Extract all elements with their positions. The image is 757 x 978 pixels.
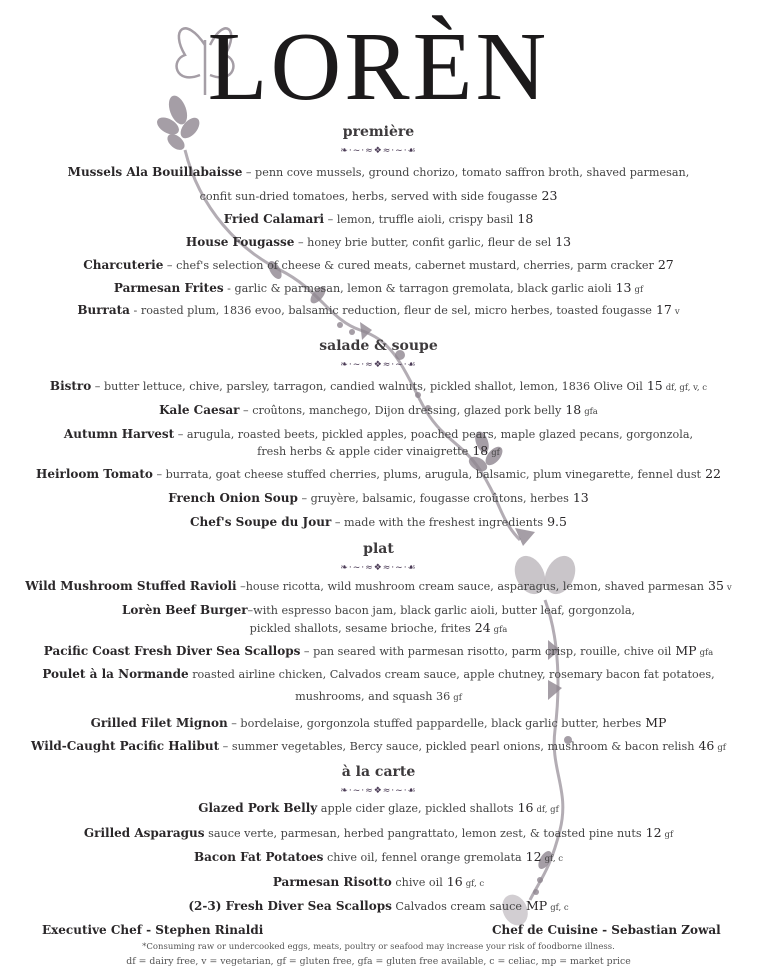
menu-item	[0, 234, 757, 249]
section-heading: première	[342, 124, 415, 140]
food-safety-note: *Consuming raw or undercooked eggs, meats, poultry or seafood may increase your risk of foodborne illness.	[142, 942, 615, 952]
dietary-tag: gfa	[493, 625, 508, 635]
menu-item	[0, 188, 757, 203]
menu-item-description: – pan seared with parmesan risotto, parm crisp, rouille, chive oil	[300, 645, 672, 658]
menu-item-price: 17	[655, 302, 672, 317]
menu-item-price: 18	[565, 402, 582, 417]
menu-item-description: –house ricotta, wild mushroom cream sauce, asparagus, lemon, shaved parmesan	[236, 580, 705, 593]
menu-item-name: Pacific Coast Fresh Diver Sea Scallops	[43, 644, 301, 658]
dietary-tag: gf	[634, 285, 644, 295]
menu-item	[0, 643, 757, 658]
menu-item-price: MP	[645, 715, 667, 730]
section-heading: à la carte	[341, 764, 416, 780]
menu-item-price: 27	[657, 257, 674, 272]
ornamental-divider-icon: ❧·~·≈❖≈·~·☙	[340, 360, 417, 370]
menu-item-description: confit sun-dried tomatoes, herbs, served with side fougasse	[199, 190, 538, 203]
dietary-legend: df = dairy free, v = vegetarian, gf = gluten free, gfa = gluten free available, c = celiac, mp = market price	[126, 956, 631, 967]
menu-item-description: – burrata, goat cheese stuffed cherries, plums, arugula, balsamic, plum vinegarette, fennel dust	[152, 468, 702, 481]
menu-item-name: Mussels Ala Bouillabaisse	[67, 165, 243, 179]
menu-item	[0, 715, 757, 730]
menu-item-description: Calvados cream sauce	[391, 900, 522, 913]
menu-item	[0, 280, 757, 295]
menu-item	[0, 257, 757, 272]
menu-item-price: 9.5	[547, 514, 567, 529]
menu-item	[0, 825, 757, 840]
menu-item-description: – penn cove mussels, ground chorizo, tomato saffron broth, shaved parmesan,	[242, 166, 690, 179]
menu-item-description: chive oil	[391, 876, 443, 889]
menu-item-description: - garlic & parmesan, lemon & tarragon gremolata, black garlic aioli	[223, 282, 612, 295]
ornamental-divider-icon: ❧·~·≈❖≈·~·☙	[340, 563, 417, 573]
menu-item-name: Chef's Soupe du Jour	[189, 515, 332, 529]
menu-item-name: Bacon Fat Potatoes	[193, 850, 324, 864]
menu-item-description: apple cider glaze, pickled shallots	[317, 802, 514, 815]
menu-item-name: Parmesan Risotto	[272, 875, 392, 889]
menu-item-description: – gruyère, balsamic, fougasse croûtons, herbes	[297, 492, 569, 505]
menu-item-price: 22	[705, 466, 721, 481]
menu-item-price: 13	[572, 490, 589, 505]
menu-item-description: –with espresso bacon jam, black garlic aioli, butter leaf, gorgonzola,	[247, 604, 636, 617]
menu-item-price: 35	[708, 578, 724, 593]
menu-item	[0, 514, 757, 529]
dietary-tag: gf	[453, 693, 462, 703]
menu-item-description: – croûtons, manchego, Dijon dressing, glazed pork belly	[239, 404, 562, 417]
executive-chef: Executive Chef - Stephen Rinaldi	[42, 923, 264, 937]
menu-item-name: Bistro	[49, 379, 92, 393]
menu-item-price: 16	[446, 874, 463, 889]
dietary-tag: gf	[717, 743, 726, 753]
dietary-tag: gf, c	[465, 879, 485, 889]
menu-item-description: – made with the freshest ingredients	[331, 516, 544, 529]
menu-item-price: 18	[517, 211, 534, 226]
menu-item	[0, 443, 757, 458]
menu-item-price: 23	[541, 188, 558, 203]
menu-item-name: Poulet à la Normande	[42, 667, 189, 681]
menu-item-description: - roasted plum, 1836 evoo, balsamic reduction, fleur de sel, micro herbes, toasted fougasse	[129, 304, 652, 317]
menu-item-description: mushrooms, and squash 36	[295, 690, 451, 703]
menu-item-description: – chef's selection of cheese & cured meats, cabernet mustard, cherries, parm cracker	[163, 259, 654, 272]
section-heading: plat	[363, 541, 394, 557]
menu-item	[0, 402, 757, 417]
menu-item-price: MP	[525, 898, 548, 913]
section-heading: salade & soupe	[319, 338, 438, 354]
ornamental-divider-icon: ❧·~·≈❖≈·~·☙	[340, 786, 417, 796]
menu-item-name: Lorèn Beef Burger	[121, 603, 248, 617]
ornamental-divider-icon: ❧·~·≈❖≈·~·☙	[340, 146, 417, 156]
menu-item-price: 13	[555, 234, 572, 249]
dietary-tag: gf	[664, 830, 674, 840]
menu-item-description: – lemon, truffle aioli, crispy basil	[324, 213, 514, 226]
menu-item-name: Grilled Asparagus	[83, 826, 205, 840]
menu-item-name: Heirloom Tomato	[36, 467, 153, 481]
menu-item-price: 13	[615, 280, 632, 295]
menu-item	[0, 690, 757, 703]
menu-item	[0, 578, 757, 593]
chef-de-cuisine: Chef de Cuisine - Sebastian Zowal	[492, 923, 721, 937]
menu-item-name: Fried Calamari	[223, 212, 325, 226]
menu-item	[0, 490, 757, 505]
menu-item-name: Grilled Filet Mignon	[90, 716, 228, 730]
menu-item-description: sauce verte, parmesan, herbed pangrattato, lemon zest, & toasted pine nuts	[204, 827, 642, 840]
menu-item	[0, 211, 757, 226]
menu-item-name: Wild-Caught Pacific Halibut	[31, 739, 220, 753]
menu-item	[0, 466, 757, 481]
menu-item-price: 12	[525, 849, 542, 864]
menu-item-price: 18	[472, 443, 489, 458]
menu-item	[0, 898, 757, 913]
menu-item-description: – honey brie butter, confit garlic, fleur de sel	[294, 236, 552, 249]
menu-item-name: Autumn Harvest	[63, 427, 175, 441]
menu-item	[0, 620, 757, 635]
menu-item-name: French Onion Soup	[168, 491, 298, 505]
menu-item	[0, 800, 757, 815]
menu-item-name: Burrata	[77, 303, 130, 317]
dietary-tag: gf, c	[544, 854, 564, 864]
menu-item	[0, 603, 757, 617]
dietary-tag: df, gf, v, c	[665, 383, 708, 393]
menu-item	[0, 427, 757, 441]
menu-item-description: chive oil, fennel orange gremolata	[323, 851, 522, 864]
menu-item	[0, 738, 757, 753]
menu-item-price: 24	[474, 620, 491, 635]
dietary-tag: gf, c	[550, 903, 569, 913]
menu-item	[0, 302, 757, 317]
menu-item	[0, 849, 757, 864]
menu-item-name: (2-3) Fresh Diver Sea Scallops	[188, 899, 392, 913]
dietary-tag: gfa	[584, 407, 598, 417]
menu-item-description: fresh herbs & apple cider vinaigrette	[257, 445, 469, 458]
menu-item-description: – bordelaise, gorgonzola stuffed pappardelle, black garlic butter, herbes	[227, 717, 642, 730]
menu-item-name: Kale Caesar	[159, 403, 240, 417]
menu-item-price: MP	[675, 643, 697, 658]
dietary-tag: df, gf	[536, 805, 559, 815]
dietary-tag: v	[674, 307, 680, 317]
menu-item-price: 46	[698, 738, 715, 753]
menu-item-description: – butter lettuce, chive, parsley, tarragon, candied walnuts, pickled shallot, lemon, 1836 Olive Oil	[91, 380, 643, 393]
restaurant-logo	[0, 13, 757, 121]
menu-item-description: pickled shallots, sesame brioche, frites	[249, 622, 471, 635]
menu-item	[0, 667, 757, 681]
logo-text: LORÈN	[207, 13, 550, 121]
dietary-tag: gf	[491, 448, 500, 458]
menu-item	[0, 378, 757, 393]
menu-item-price: 12	[645, 825, 662, 840]
menu-item-description: – summer vegetables, Bercy sauce, pickled pearl onions, mushroom & bacon relish	[219, 740, 695, 753]
menu-item-price: 15	[646, 378, 663, 393]
menu-item	[0, 165, 757, 179]
menu-item-price: 16	[517, 800, 534, 815]
dietary-tag: gfa	[699, 648, 714, 658]
menu-item-description: – arugula, roasted beets, pickled apples, poached pears, maple glazed pecans, gorgonzola,	[174, 428, 694, 441]
menu-item-description: roasted airline chicken, Calvados cream sauce, apple chutney, rosemary bacon fat potatoes,	[188, 668, 715, 681]
menu-item-name: Parmesan Frites	[113, 281, 224, 295]
menu-item-name: Wild Mushroom Stuffed Ravioli	[25, 579, 237, 593]
menu-item-name: Glazed Pork Belly	[198, 801, 318, 815]
dietary-tag: v	[726, 583, 732, 593]
menu-item-name: House Fougasse	[185, 235, 295, 249]
menu-item-name: Charcuterie	[83, 258, 164, 272]
menu-item	[0, 874, 757, 889]
